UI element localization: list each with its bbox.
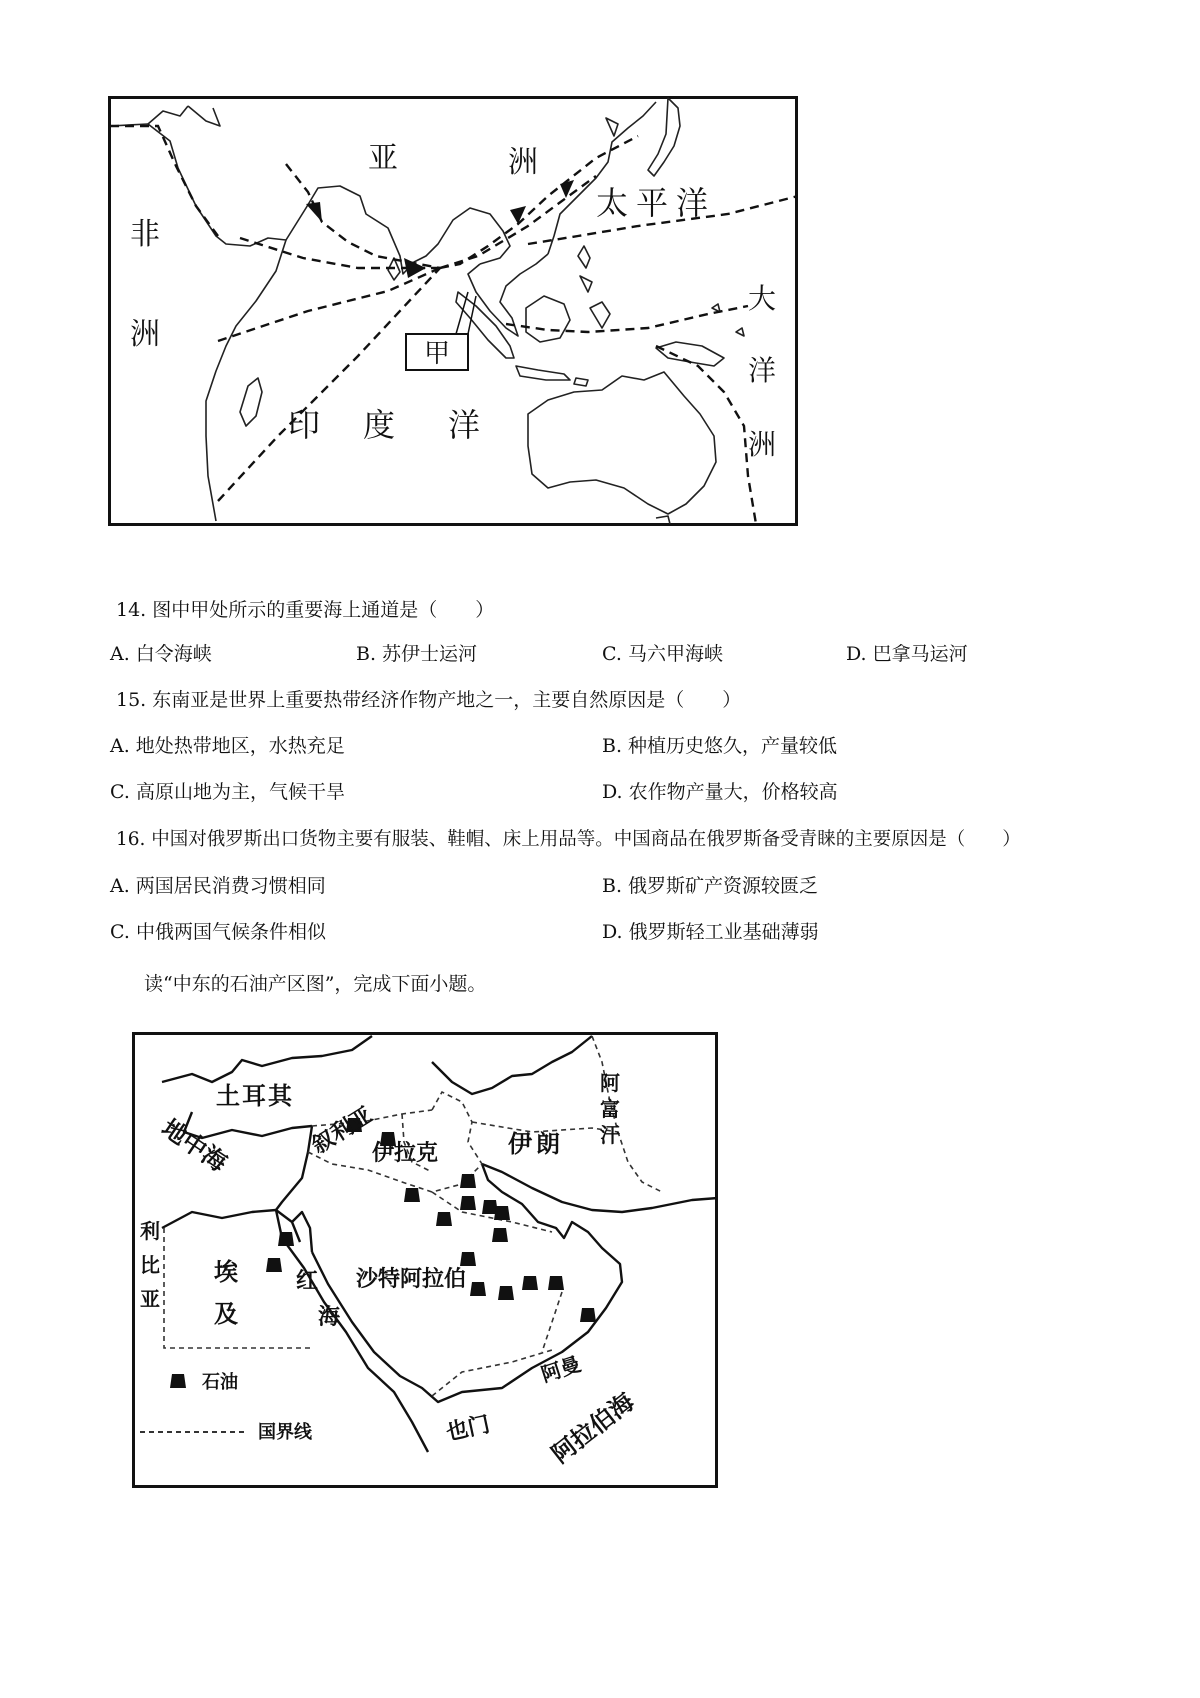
label-oceania-3: 洲: [748, 428, 777, 461]
label-indian-ocean-3: 洋: [448, 406, 481, 444]
label-syria: 叙利亚: [307, 1102, 378, 1160]
label-libya-3: 亚: [140, 1287, 160, 1311]
question-14-stem: 14. 图中甲处所示的重要海上通道是（ ）: [116, 599, 495, 621]
label-yemen: 也门: [444, 1412, 493, 1446]
q15-option-a: A. 地处热带地区，水热充足: [110, 735, 345, 757]
q14-option-d: D. 巴拿马运河: [846, 643, 968, 665]
label-asia-2: 洲: [508, 145, 538, 180]
label-arabian-sea: 阿拉伯海: [546, 1387, 640, 1469]
label-egypt-1: 埃: [214, 1258, 238, 1286]
label-indian-ocean-2: 度: [363, 406, 396, 444]
label-africa-2: 洲: [130, 317, 160, 352]
label-asia-1: 亚: [368, 141, 398, 176]
label-jia: 甲: [423, 339, 451, 369]
q16-option-a: A. 两国居民消费习惯相同: [110, 875, 326, 897]
label-afghanistan-1: 阿: [600, 1071, 620, 1095]
legend-border-label: 国界线: [258, 1422, 312, 1443]
q16-option-b: B. 俄罗斯矿产资源较匮乏: [602, 875, 819, 897]
label-libya-1: 利: [140, 1219, 160, 1243]
sea-routes-map: [108, 96, 798, 526]
map-intro-text: 读“中东的石油产区图”，完成下面小题。: [144, 973, 487, 995]
question-15-stem: 15. 东南亚是世界上重要热带经济作物产地之一，主要自然原因是（ ）: [116, 689, 742, 711]
label-turkey: 土耳其: [216, 1082, 294, 1110]
label-oceania-1: 大: [748, 282, 777, 315]
label-pacific: 太平洋: [596, 184, 717, 222]
label-afghanistan-3: 汗: [600, 1123, 620, 1147]
q15-option-c: C. 高原山地为主，气候干旱: [110, 781, 345, 803]
label-egypt-2: 及: [214, 1300, 238, 1328]
label-iran: 伊朗: [508, 1130, 564, 1158]
label-afghanistan-2: 富: [600, 1097, 620, 1121]
q16-option-d: D. 俄罗斯轻工业基础薄弱: [602, 921, 819, 943]
label-africa-1: 非: [130, 217, 160, 252]
label-oman: 阿曼: [538, 1351, 584, 1387]
label-iraq: 伊拉克: [372, 1141, 439, 1166]
middle-east-oil-map: [132, 1032, 718, 1488]
label-saudi-arabia: 沙特阿拉伯: [356, 1267, 467, 1292]
label-libya-2: 比: [140, 1253, 160, 1277]
label-indian-ocean-1: 印: [288, 406, 321, 444]
q14-option-c: C. 马六甲海峡: [602, 643, 723, 665]
q15-option-d: D. 农作物产量大，价格较高: [602, 781, 838, 803]
label-oceania-2: 洋: [748, 354, 777, 387]
label-red-sea-1: 红: [296, 1269, 319, 1294]
q14-option-a: A. 白令海峡: [110, 643, 212, 665]
legend-oil-label: 石油: [202, 1372, 238, 1393]
q15-option-b: B. 种植历史悠久，产量较低: [602, 735, 838, 757]
label-mediterranean: 地中海: [156, 1113, 232, 1178]
question-16-stem: 16. 中国对俄罗斯出口货物主要有服装、鞋帽、床上用品等。中国商品在俄罗斯备受青睐的主要原因是（ ）: [116, 829, 1021, 850]
q14-option-b: B. 苏伊士运河: [356, 643, 478, 665]
q16-option-c: C. 中俄两国气候条件相似: [110, 921, 326, 943]
label-red-sea-2: 海: [318, 1305, 341, 1330]
